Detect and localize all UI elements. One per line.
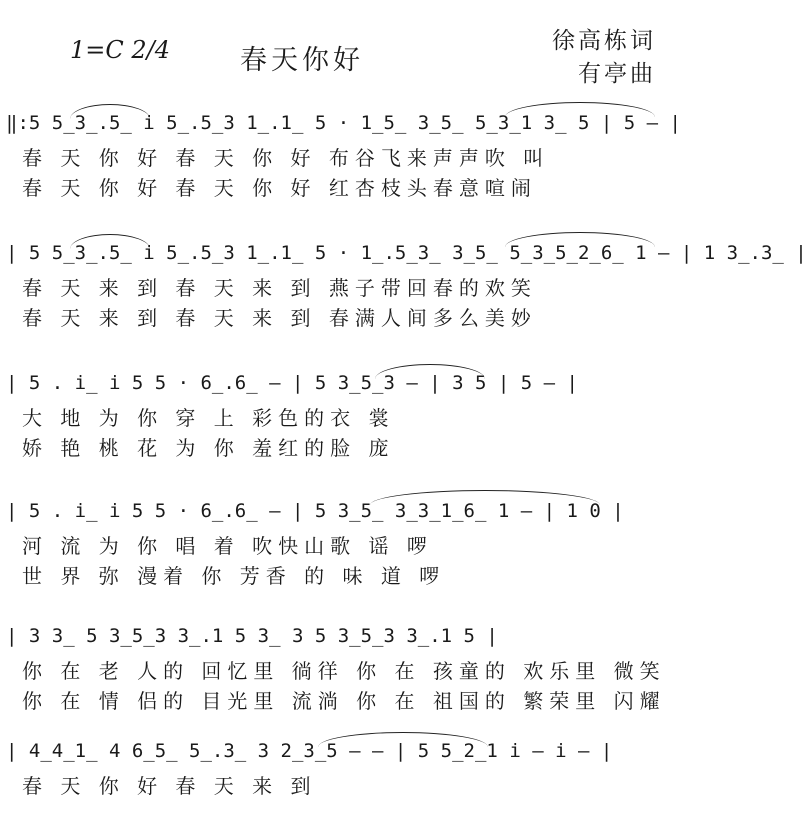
notation-line: ‖:5 5̲3̲.5̲ i 5̲.5̲3 1̲.1̲ 5 · 1̲5̲ 3̲5̲ 5̲3̲1 3̲ 5 | 5 — | <box>6 112 681 134</box>
lyric-verse-1: 河 流 为 你 唱 着 吹快山歌 谣 啰 <box>22 534 433 558</box>
lyric-verse-2: 春 天 你 好 春 天 你 好 红杏枝头春意喧闹 <box>22 176 537 200</box>
lyric-verse-2: 你 在 情 侣的 目光里 流淌 你 在 祖国的 繁荣里 闪耀 <box>22 689 666 713</box>
lyric-verse-1: 春 天 你 好 春 天 你 好 布谷飞来声声吹 叫 <box>22 146 550 170</box>
lyric-verse-2: 春 天 来 到 春 天 来 到 春满人间多么美妙 <box>22 306 537 330</box>
notation-line: | 4̲4̲1̲ 4 6̲5̲ 5̲.3̲ 3 2̲3̲5 — — | 5 5̲2̲1 i — i — | <box>6 740 613 762</box>
notation-line: | 5 . i̲ i 5 5 · 6̲.6̲ — | 5 3̲5̲ 3̲3̲1̲6̲ 1 — | 1 0 | <box>6 500 624 522</box>
lyric-verse-2: 世 界 弥 漫着 你 芳香 的 味 道 啰 <box>22 564 446 588</box>
notation-line: | 3 3̲ 5 3̲5̲3 3̲.1 5 3̲ 3 5 3̲5̲3 3̲.1 5 | <box>6 625 498 647</box>
notation-line: | 5 . i̲ i 5 5 · 6̲.6̲ — | 5 3̲5̲3 — | 3 5 | 5 — | <box>6 372 578 394</box>
lyric-verse-1: 大 地 为 你 穿 上 彩色的衣 裳 <box>22 406 395 430</box>
composer-credit: 有亭曲 <box>578 61 656 87</box>
lyric-verse-1: 春 天 来 到 春 天 来 到 燕子带回春的欢笑 <box>22 276 537 300</box>
notation-line: | 5 5̲3̲.5̲ i 5̲.5̲3 1̲.1̲ 5 · 1̲.5̲3̲ 3̲5̲ 5̲3̲5̲2̲6̲ 1 — | 1 3̲.3̲ | <box>6 242 807 264</box>
score-header <box>0 0 682 95</box>
song-title: 春天你好 <box>240 45 364 76</box>
lyric-verse-2: 娇 艳 桃 花 为 你 羞红的脸 庞 <box>22 436 395 460</box>
lyric-verse-1: 你 在 老 人的 回忆里 徜徉 你 在 孩童的 欢乐里 微笑 <box>22 659 666 683</box>
key-signature: 1=C 2/4 <box>70 36 170 64</box>
lyricist-credit: 徐高栋词 <box>552 28 656 54</box>
lyric-verse-1: 春 天 你 好 春 天 来 到 <box>22 774 317 798</box>
